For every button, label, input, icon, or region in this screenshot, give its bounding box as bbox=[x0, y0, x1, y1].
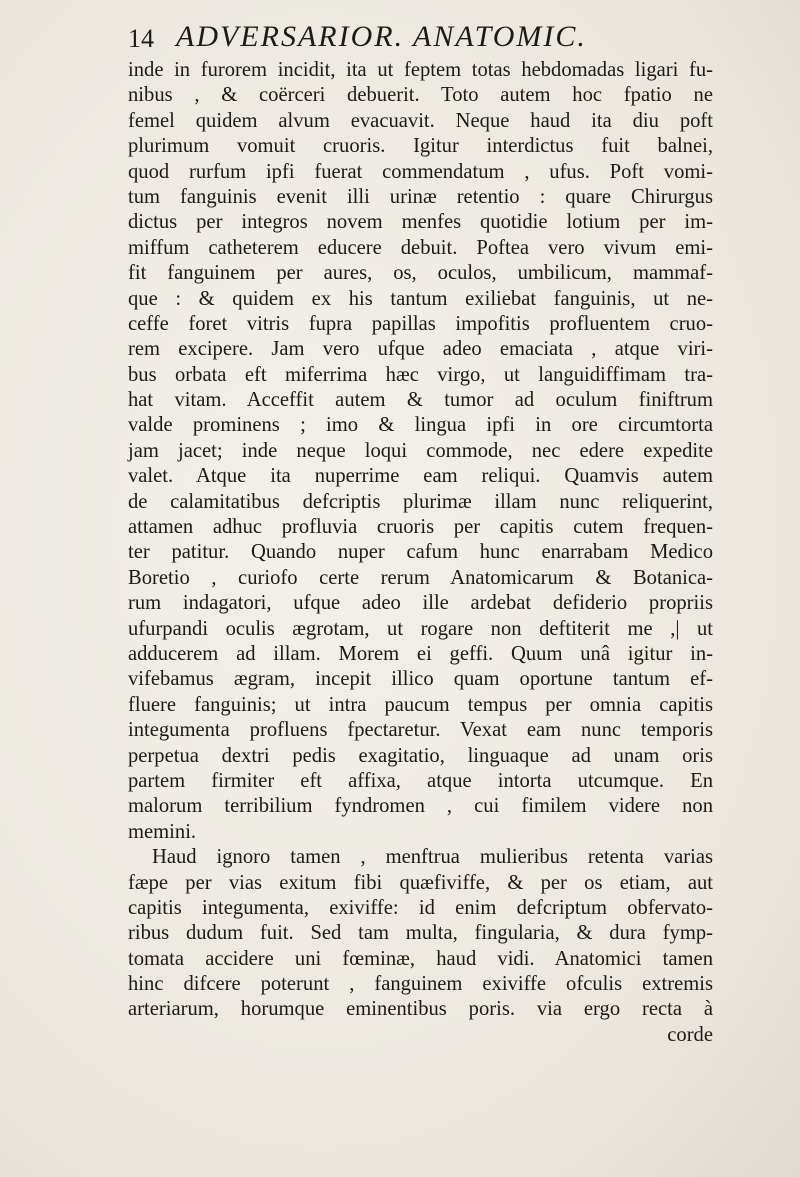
text-line: de calamitatibus defcriptis plurimæ illam nunc reliquerint, bbox=[128, 490, 713, 513]
text-line: plurimum vomuit cruoris. Igitur interdictus fuit balnei, bbox=[128, 135, 713, 158]
text-line: femel quidem alvum evacuavit. Neque haud ita diu poft bbox=[128, 109, 713, 132]
text-line: dictus per integros novem menfes quotidie lotium per im- bbox=[128, 211, 713, 234]
text-line: adducerem ad illam. Morem ei geffi. Quum unâ igitur in- bbox=[128, 642, 713, 665]
text-line: malorum terribilium fyndromen , cui fimilem videre non bbox=[128, 795, 713, 818]
text-line: tum fanguinis evenit illi urinæ retentio : quare Chirurgus bbox=[128, 185, 713, 208]
text-line: bus orbata eft miferrima hæc virgo, ut languidiffimam tra- bbox=[128, 363, 713, 386]
text-line: attamen adhuc profluvia cruoris per capitis cutem frequen- bbox=[128, 516, 713, 539]
text-line: Haud ignoro tamen , menftrua mulieribus retenta varias bbox=[152, 846, 713, 869]
text-line: fæpe per vias exitum fibi quæfiviffe, & per os etiam, aut bbox=[128, 871, 713, 894]
text-line: rum indagatori, ufque adeo ille ardebat defiderio propriis bbox=[128, 592, 713, 615]
text-line: miffum catheterem educere debuit. Poftea vero vivum emi- bbox=[128, 236, 713, 259]
text-line: memini. bbox=[128, 820, 197, 843]
text-line: integumenta profluens fpectaretur. Vexat eam nunc temporis bbox=[128, 719, 713, 742]
text-line: ufurpandi oculis ægrotam, ut rogare non deftiterit me ,| ut bbox=[128, 617, 713, 640]
text-line: valde prominens ; imo & lingua ipfi in ore circumtorta bbox=[128, 414, 713, 437]
body-text bbox=[128, 58, 713, 1048]
text-line: perpetua dextri pedis exagitatio, linguaque ad unam oris bbox=[128, 744, 713, 767]
text-line: nibus , & coërceri debuerit. Toto autem hoc fpatio ne bbox=[128, 84, 713, 107]
catchword: corde bbox=[667, 1023, 713, 1046]
text-line: arteriarum, horumque eminentibus poris. via ergo recta à bbox=[128, 998, 713, 1021]
text-line: ceffe foret vitris fupra papillas impofitis profluentem cruo- bbox=[128, 312, 713, 335]
text-line: ter patitur. Quando nuper cafum hunc enarrabam Medico bbox=[128, 541, 713, 564]
text-line: fluere fanguinis; ut intra paucum tempus per omnia capitis bbox=[128, 693, 713, 716]
text-line: fit fanguinem per aures, os, oculos, umbilicum, mammaf- bbox=[128, 262, 713, 285]
text-line: partem firmiter eft affixa, atque intorta utcumque. En bbox=[128, 769, 713, 792]
text-line: que : & quidem ex his tantum exiliebat fanguinis, ut ne- bbox=[128, 287, 713, 310]
text-line: capitis integumenta, exiviffe: id enim defcriptum obfervato- bbox=[128, 896, 713, 919]
page-number: 14 bbox=[128, 24, 154, 53]
running-title: ADVERSARIOR. ANATOMIC. bbox=[176, 20, 587, 53]
text-line: rem excipere. Jam vero ufque adeo emaciata , atque viri- bbox=[128, 338, 713, 361]
text-line: Boretio , curiofo certe rerum Anatomicarum & Botanica- bbox=[128, 566, 713, 589]
text-line: hinc difcere poterunt , fanguinem exiviffe ofculis extremis bbox=[128, 973, 713, 996]
text-line: ribus dudum fuit. Sed tam multa, fingularia, & dura fymp- bbox=[128, 922, 713, 945]
text-line: tomata accidere uni fœminæ, haud vidi. Anatomici tamen bbox=[128, 947, 713, 970]
text-line: hat vitam. Acceffit autem & tumor ad oculum finiftrum bbox=[128, 389, 713, 412]
text-line: valet. Atque ita nuperrime eam reliqui. Quamvis autem bbox=[128, 465, 713, 488]
text-line: inde in furorem incidit, ita ut feptem totas hebdomadas ligari fu- bbox=[128, 59, 713, 81]
text-line: jam jacet; inde neque loqui commode, nec edere expedite bbox=[128, 439, 713, 462]
text-line: quod rurfum ipfi fuerat commendatum , ufus. Poft vomi- bbox=[128, 160, 713, 183]
page-header bbox=[128, 18, 688, 58]
text-line: vifebamus ægram, incepit illico quam oportune tantum ef- bbox=[128, 668, 713, 691]
